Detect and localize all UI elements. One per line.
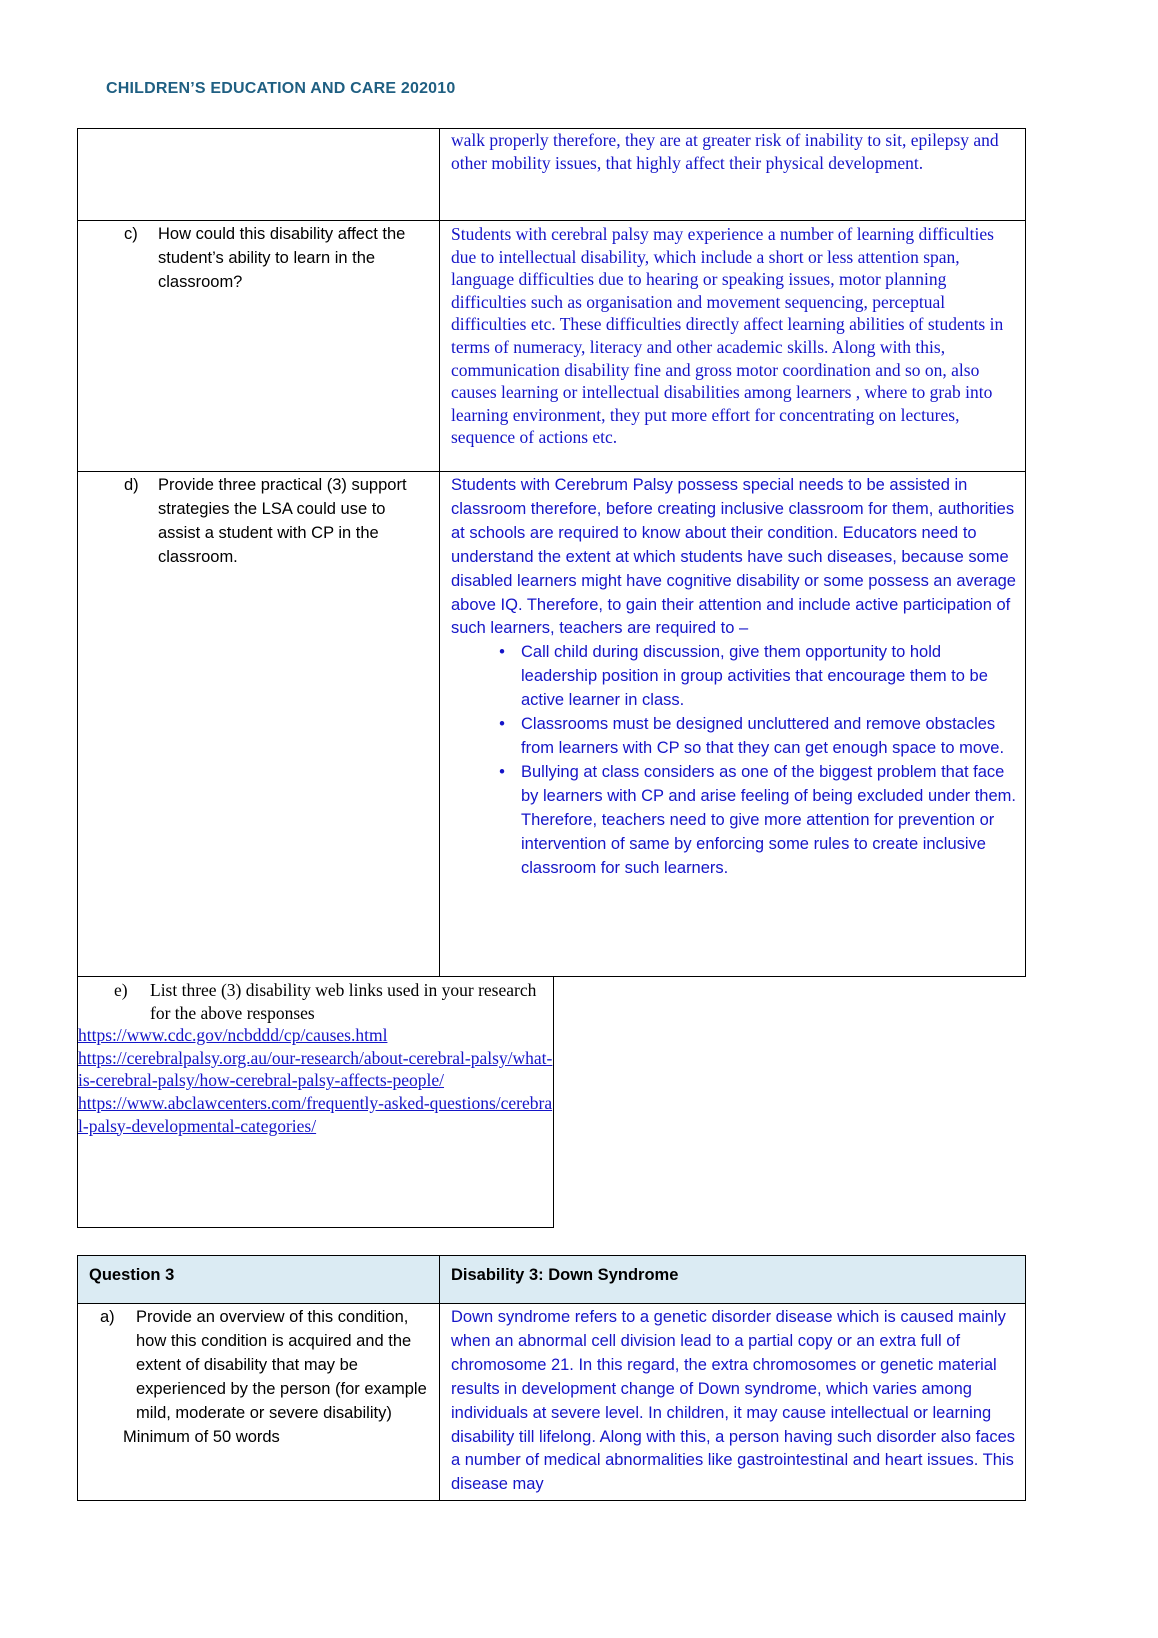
row-c-label: c) xyxy=(124,225,138,243)
row-c-answer-cell xyxy=(439,220,1026,472)
row-d-answer-cell xyxy=(439,471,1026,977)
q3-question-cell xyxy=(77,1303,440,1501)
strategy-text: Classrooms must be designed uncluttered and remove obstacles from learners with CP so that they can get enough space to move. xyxy=(521,715,1005,757)
strategy-list xyxy=(451,641,1017,880)
row-e-label: e) xyxy=(114,980,128,1000)
list-item xyxy=(451,641,1017,713)
q3-answer-cell xyxy=(439,1303,1026,1501)
list-item xyxy=(451,761,1017,881)
bullet-icon: • xyxy=(499,643,505,662)
q3-question: Provide an overview of this condition, how this condition is acquired and the extent of disability that may be experienced by the person (for example mild, moderate or severe disability) xyxy=(136,1308,427,1422)
web-link-cdc[interactable]: https://www.cdc.gov/ncbddd/cp/causes.html xyxy=(78,1025,388,1046)
q3-min-words: Minimum of 50 words xyxy=(123,1427,280,1446)
row-e-cell xyxy=(77,976,554,1228)
strategy-text: Bullying at class considers as one of the biggest problem that face by learners with CP and arise feeling of being excluded under them. Therefore, teachers need to give more attention for prevention or intervention of same by enforcing some rules to create inclusive classroom for such learners. xyxy=(521,762,1016,877)
q3-header-right-text: Disability 3: Down Syndrome xyxy=(451,1266,679,1284)
q3-header-left xyxy=(77,1255,440,1304)
row-c-answer: Students with cerebral palsy may experience a number of learning difficulties due to intellectual disability, which include a short or less attention span, language difficulties due to hearing or speaking issues, motor planning difficulties such as organisation and movement sequencing, perceptual difficulties etc. These difficulties directly affect learning abilities of students in terms of numeracy, literacy and other academic skills. Along with this, communication disability fine and gross motor coordination and so on, also causes learning or intellectual disabilities among learners , where to grab into learning environment, they put more effort for concentrating on lectures, sequence of actions etc. xyxy=(451,224,1004,448)
q3-header-right xyxy=(439,1255,1026,1304)
row-b-question-cell xyxy=(77,128,440,221)
q3-answer: Down syndrome refers to a genetic disorder disease which is caused mainly when an abnormal cell division lead to a partial copy or an extra full of chromosome 21. In this regard, the extra chromosomes or genetic material results in development change of Down syndrome, which varies among individuals at severe level. In children, it may cause intellectual or learning disability till lifelong. Along with this, a person having such disorder also faces a number of medical abnormalities like gastrointestinal and heart issues. This disease may xyxy=(451,1308,1016,1494)
bullet-icon: • xyxy=(499,715,505,734)
page-header-title: CHILDREN’S EDUCATION AND CARE 202010 xyxy=(106,80,456,97)
q3-label: a) xyxy=(100,1308,115,1326)
web-link-cerebralpalsy[interactable]: https://cerebralpalsy.org.au/our-research/about-cerebral-palsy/what-is-cerebral-palsy/how-cerebral-palsy-affects-people/ xyxy=(78,1047,553,1091)
row-e-question: List three (3) disability web links used in your research for the above responses xyxy=(150,980,537,1023)
row-c-question: How could this disability affect the student’s ability to learn in the classroom? xyxy=(158,225,406,291)
row-d-label: d) xyxy=(124,476,139,494)
row-d-question-cell xyxy=(77,471,440,977)
strategy-text: Call child during discussion, give them opportunity to hold leadership position in group activities that encourage them to be active learner in class. xyxy=(521,643,988,710)
row-b-answer: walk properly therefore, they are at greater risk of inability to sit, epilepsy and other mobility issues, that highly affect their physical development. xyxy=(451,130,999,173)
row-b-answer-cell xyxy=(439,128,1026,221)
row-d-intro: Students with Cerebrum Palsy possess special needs to be assisted in classroom therefore, before creating inclusive classroom for them, authorities at schools are required to know about their condition. Educators need to understand the extent at which students have such diseases, because some disabled learners might have cognitive disability or some possess an average above IQ. Therefore, to gain their attention and include active participation of such learners, teachers are required to – xyxy=(451,476,1016,638)
bullet-icon: • xyxy=(499,762,505,781)
q3-header-left-text: Question 3 xyxy=(89,1266,175,1284)
row-d-question: Provide three practical (3) support strategies the LSA could use to assist a student with CP in the classroom. xyxy=(158,476,407,566)
web-link-abclawcenters[interactable]: https://www.abclawcenters.com/frequently-asked-questions/cerebral-palsy-developmental-categories/ xyxy=(78,1092,553,1136)
row-c-question-cell xyxy=(77,220,440,472)
list-item xyxy=(451,713,1017,761)
